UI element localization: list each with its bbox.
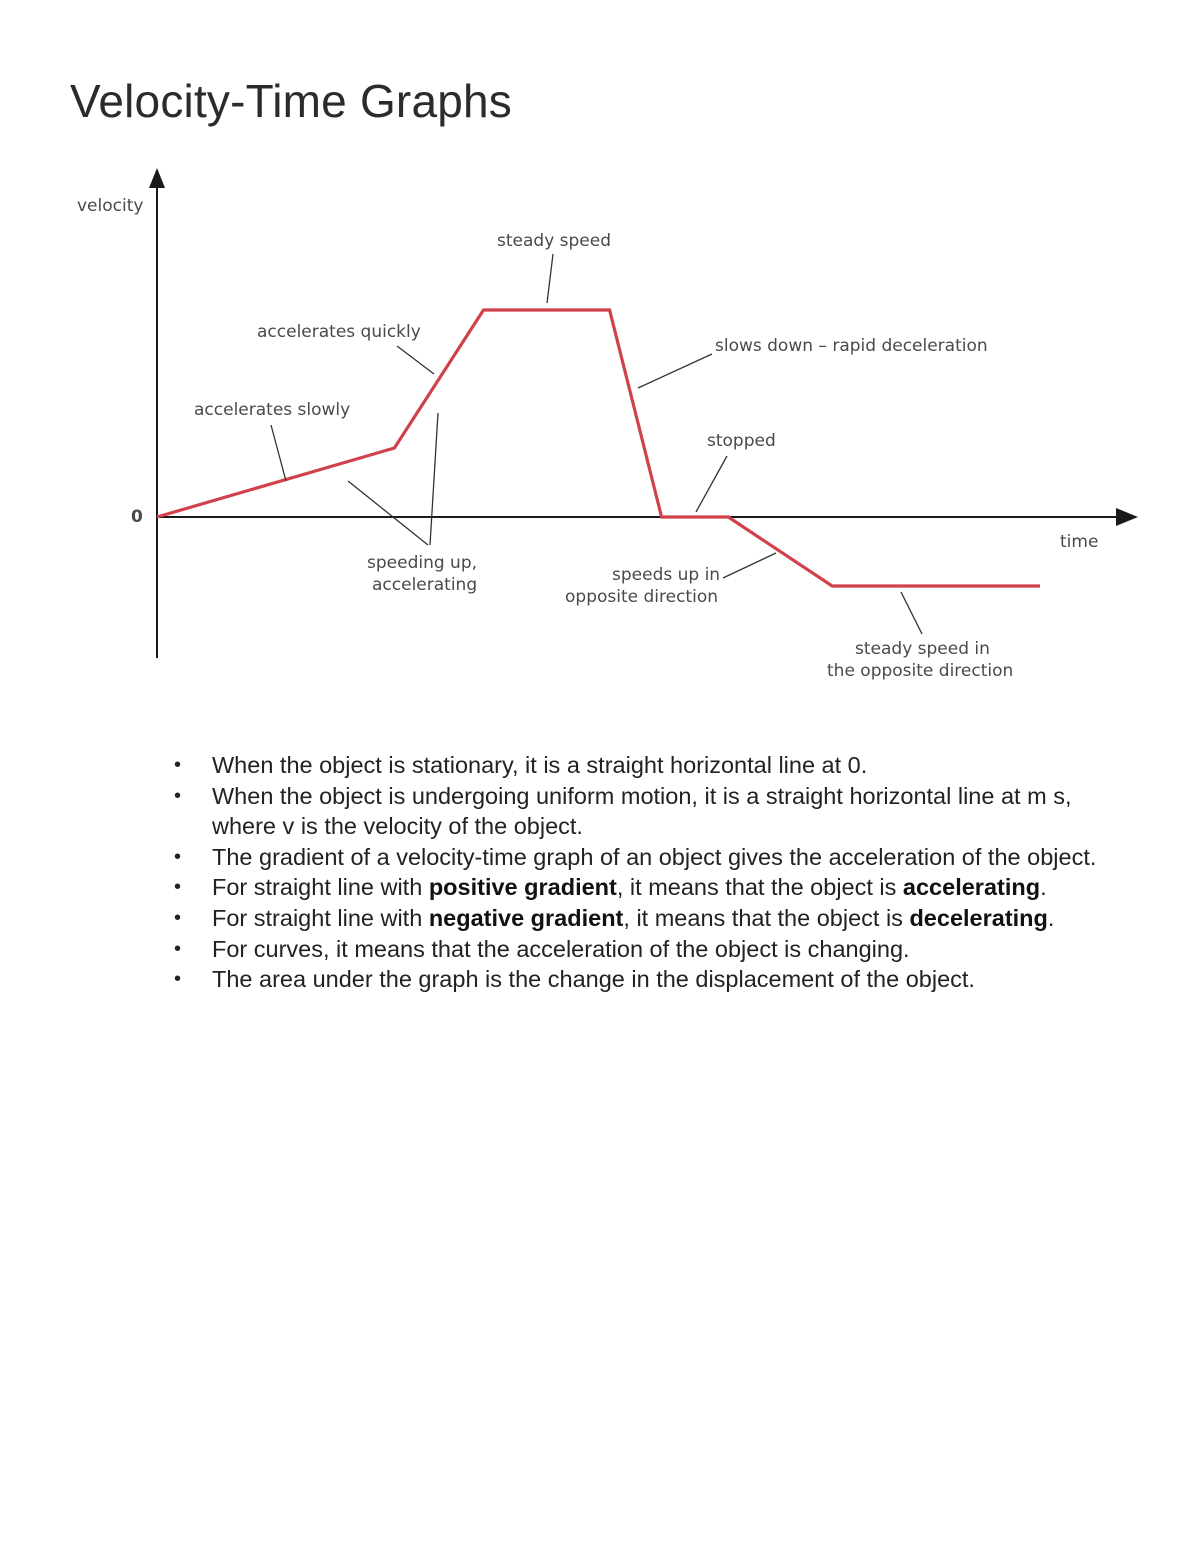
pointer-slows-down <box>638 354 712 388</box>
y-zero-label: 0 <box>131 507 143 527</box>
annotation-accelerating: accelerating <box>372 575 478 595</box>
bullet-positive-gradient: • For straight line with positive gradient, it means that the object is accelerating. <box>170 872 1130 903</box>
pointer-speeding-up-a <box>348 481 428 545</box>
pointer-speeding-up-b <box>430 413 438 545</box>
annotation-accelerates-quickly: accelerates quickly <box>257 322 421 342</box>
velocity-time-graph <box>0 0 1200 720</box>
annotation-speeds-up-in: speeds up in <box>612 565 721 585</box>
annotation-steady-speed-in: steady speed in <box>855 639 990 659</box>
annotation-accelerates-slowly: accelerates slowly <box>194 400 351 420</box>
annotation-speeding-up: speeding up, <box>367 553 478 573</box>
annotation-steady-speed: steady speed <box>497 231 612 251</box>
bullet-curves: • For curves, it means that the acceleration of the object is changing. <box>170 934 1130 965</box>
y-axis-arrow <box>149 168 165 188</box>
pointer-steady-speed <box>547 254 553 303</box>
pointer-steady-opposite <box>901 592 922 634</box>
x-axis-label: time <box>1060 532 1099 552</box>
pointer-stopped <box>696 456 727 512</box>
annotation-the-opposite-direction: the opposite direction <box>827 661 1014 681</box>
annotation-slows-down: slows down – rapid deceleration <box>715 336 988 356</box>
bullet-gradient: • The gradient of a velocity-time graph of an object gives the acceleration of the object. <box>170 842 1130 873</box>
x-axis-arrow <box>1116 508 1138 526</box>
pointer-accelerates-quickly <box>397 346 434 374</box>
bullet-area-under-graph: • The area under the graph is the change in the displacement of the object. <box>170 964 1130 995</box>
annotation-stopped: stopped <box>707 431 776 451</box>
bullet-negative-gradient: • For straight line with negative gradient, it means that the object is decelerating. <box>170 903 1130 934</box>
page-title: Velocity-Time Graphs <box>70 75 512 127</box>
bullet-stationary: • When the object is stationary, it is a straight horizontal line at 0. <box>170 750 1130 781</box>
bullet-uniform-motion: • When the object is undergoing uniform motion, it is a straight horizontal line at m s, where v is the velocity of the object. <box>170 781 1130 842</box>
pointer-speeds-up-opposite <box>723 553 776 578</box>
pointer-accelerates-slowly <box>271 425 286 481</box>
notes-list <box>170 750 1130 995</box>
y-axis-label: velocity <box>77 196 144 216</box>
annotation-opposite-direction: opposite direction <box>565 587 718 607</box>
